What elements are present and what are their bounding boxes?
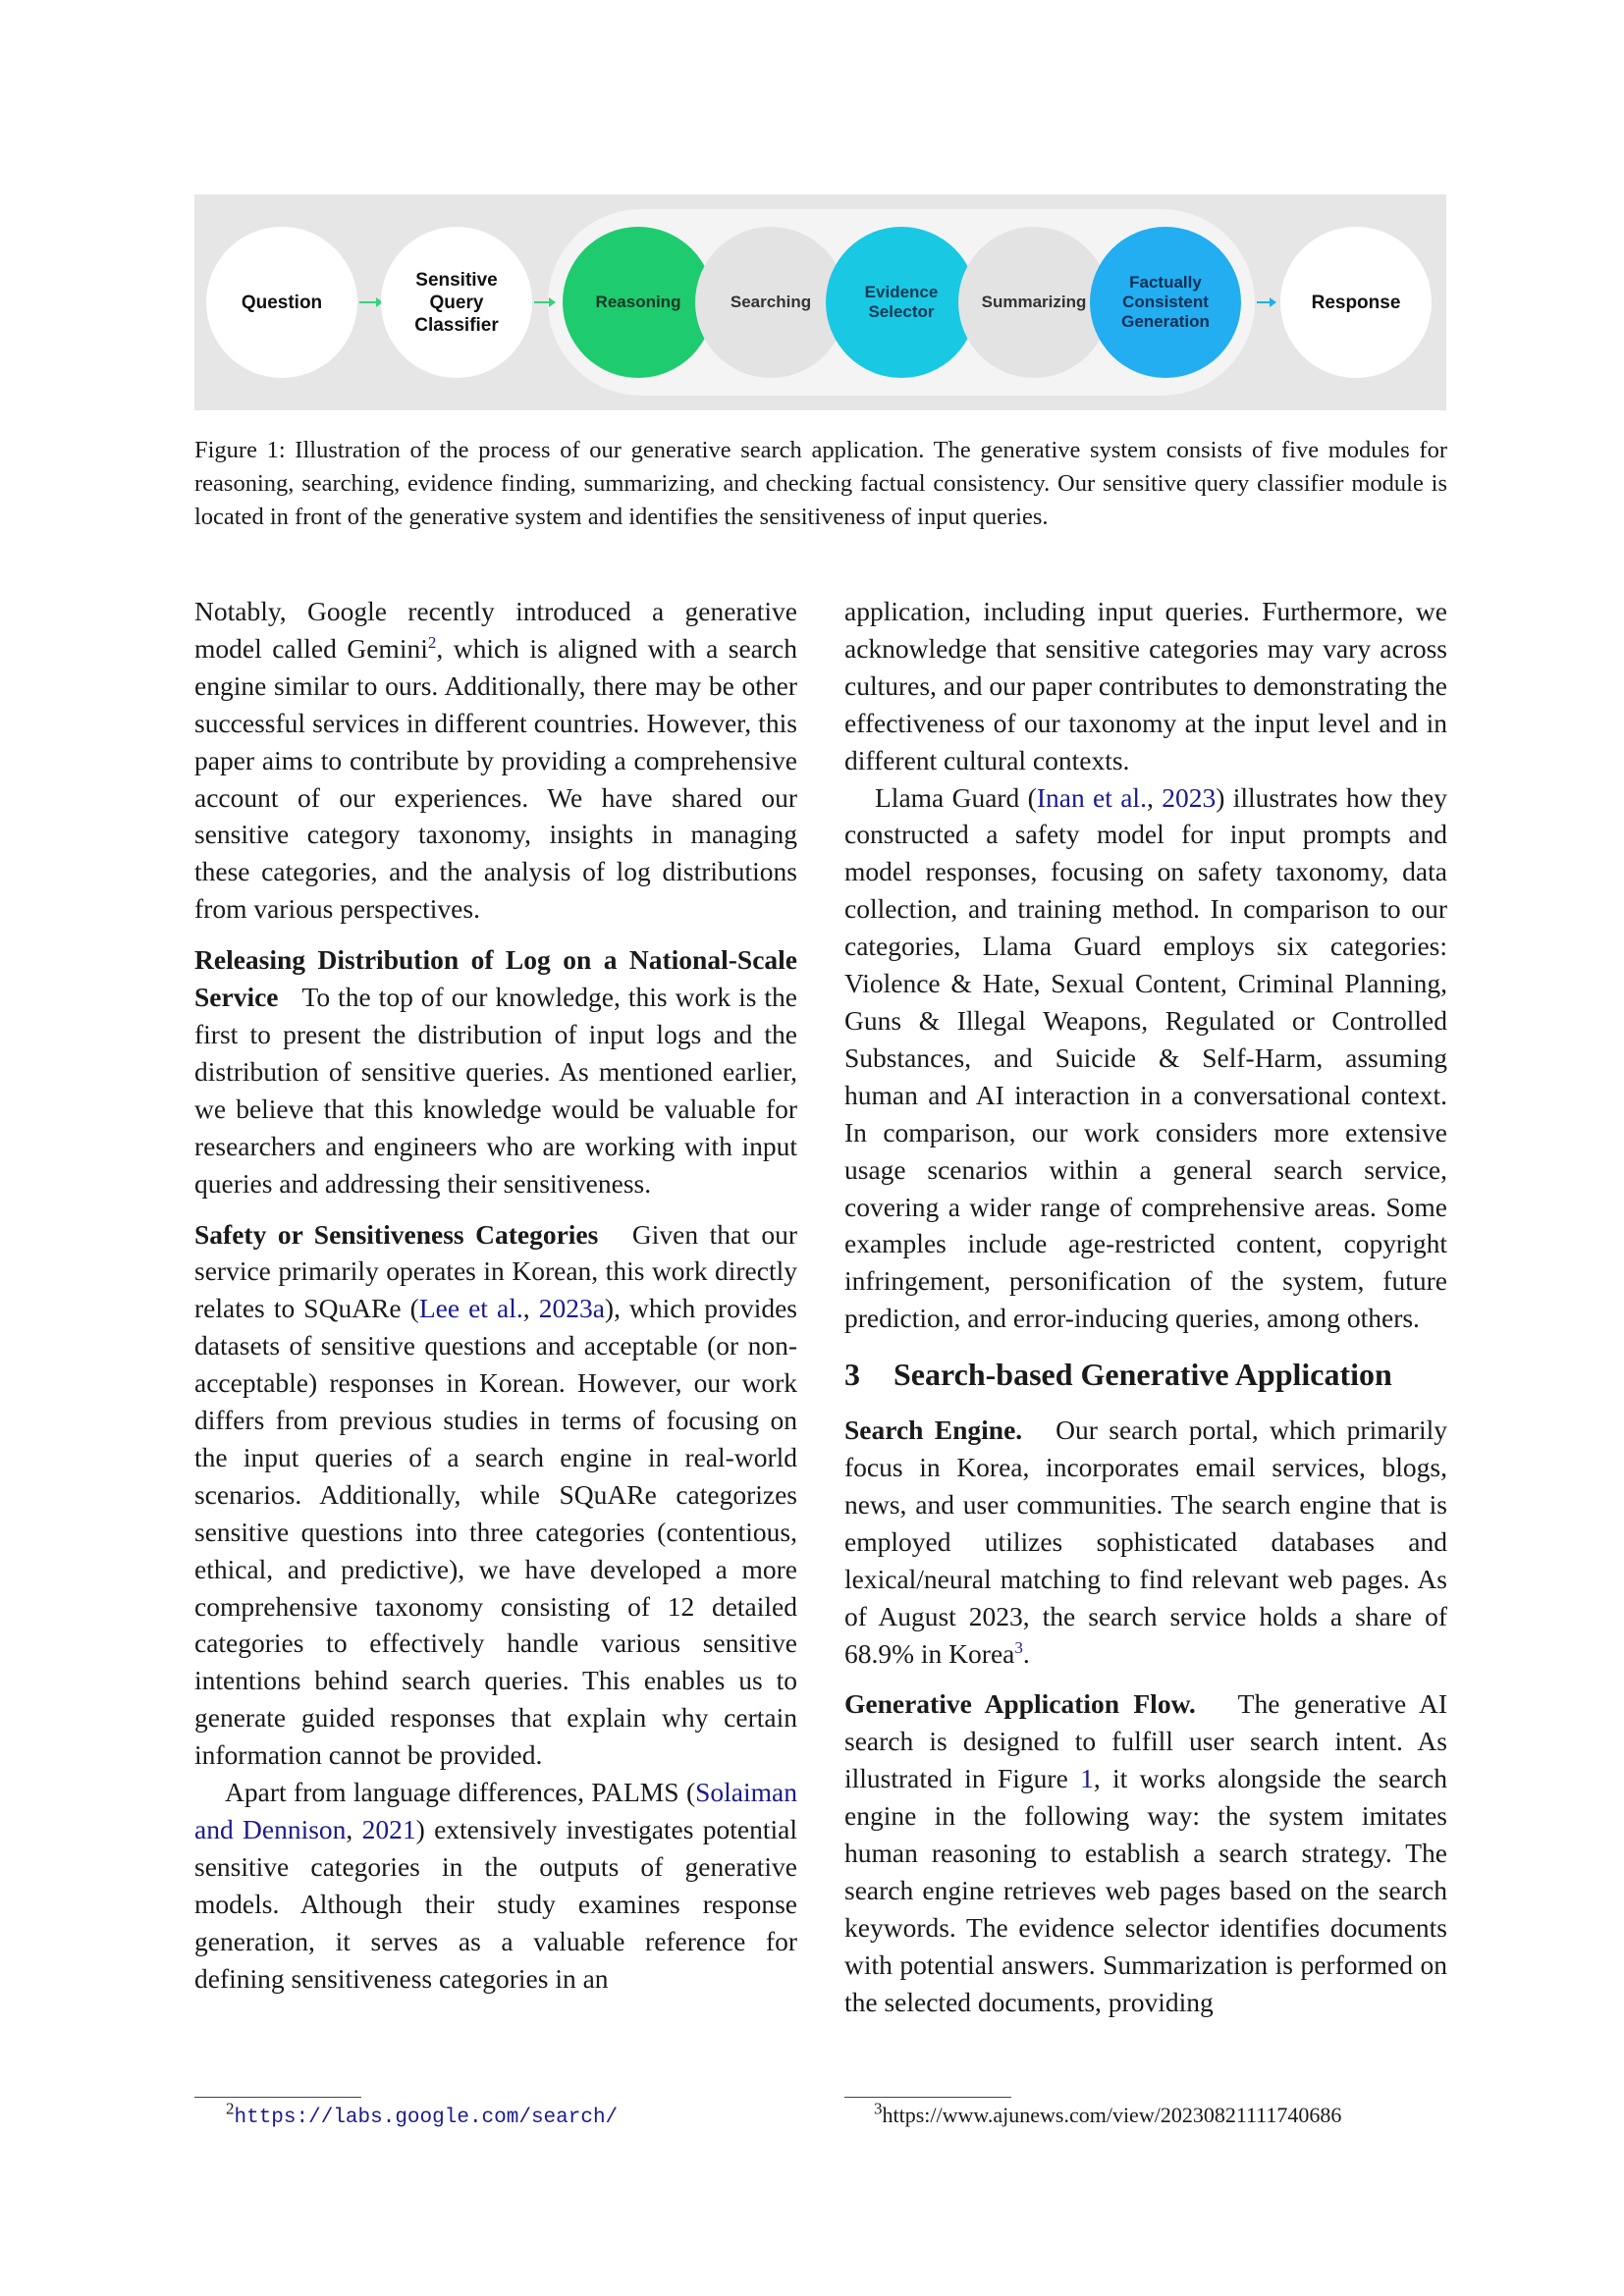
- node-response: Response: [1280, 227, 1432, 378]
- node-summarizing: Summarizing: [958, 227, 1110, 378]
- paragraph: Generative Application Flow. The generative AI search is designed to fulfill user search intent. As illustrated in Figure 1, it works alongside the search engine in the following way: the system imitates human reasoning to establish a search strategy. The search engine retrieves web pages based on the search keywords. The evidence selector identifies documents with potential answers. Summarization is performed on the selected documents, providing: [844, 1688, 1447, 2017]
- paragraph-heading: Safety or Sensitiveness Categories: [194, 1218, 599, 1250]
- paragraph-heading: Generative Application Flow.: [844, 1688, 1196, 1720]
- node-evidence-selector: Evidence Selector: [826, 227, 977, 378]
- node-question: Question: [206, 227, 357, 378]
- arrow-right-icon: [1257, 301, 1274, 303]
- paragraph-heading: Releasing Distribution of Log on a National-Scale Service: [194, 944, 797, 1013]
- citation-link[interactable]: Solaiman and Dennison: [194, 1777, 797, 1844]
- paragraph: Search Engine. Our search portal, which primarily focus in Korea, incorporates email services, blogs, news, and user communities. The search engine that is employed utilizes sophisticated databases and lexical/neural matching to find relevant web pages. As of August 2023, the search service holds a share of 68.9% in Korea$^3$.: [844, 1415, 1447, 1669]
- arrow-right-icon: [359, 301, 381, 303]
- node-sensitive-query-classifier: Sensitive Query Classifier: [381, 227, 532, 378]
- paragraph: Safety or Sensitiveness Categories Given that our service primarily operates in Korean, this work directly relates to SQuARe (Lee et al., 2023a), which provides datasets of sensitive questions and acceptable (or non-acceptable) responses in Korean. However, our work differs from previous studies in terms of focusing on the input queries of a search engine in real-world scenarios. Additionally, while SQuARe categorizes sensitive questions into three categories (contentious, ethical, and predictive), we have developed a more comprehensive taxonomy consisting of 12 detailed categories to effectively handle various sensitive intentions behind search queries. This enables us to generate guided responses that explain why certain information cannot be provided.: [194, 1218, 798, 1771]
- footnote-url-link[interactable]: https://labs.google.com/search/: [234, 2107, 619, 2129]
- right-column: [844, 593, 1447, 2021]
- node-searching: Searching: [695, 227, 846, 378]
- paragraph: Releasing Distribution of Log on a National-Scale Service To the top of our knowledge, this work is the first to present the distribution of input logs and the distribution of sensitive queries. As mentioned earlier, we believe that this knowledge would be valuable for researchers and engineers who are working with input queries and addressing their sensitiveness.: [194, 944, 798, 1199]
- footnote: $^3$https://www.ajunews.com/view/20230821111740686: [874, 2099, 1342, 2127]
- footnote-marker[interactable]: 2: [427, 632, 437, 652]
- paragraph-heading: Search Engine.: [844, 1415, 1023, 1446]
- citation-link[interactable]: 2023: [1162, 781, 1217, 813]
- arrow-right-icon: [534, 301, 554, 303]
- citation-link[interactable]: 2021: [361, 1814, 416, 1844]
- citation-link[interactable]: 2023a: [538, 1293, 605, 1324]
- node-reasoning: Reasoning: [563, 227, 714, 378]
- left-column: [194, 593, 797, 1998]
- figure-caption: Figure 1: Illustration of the process of our generative search application. The generative system consists of five modules for reasoning, searching, evidence finding, summarizing, and checking factual consistency. Our sensitive query classifier module is located in front of the generative system and identifies the sensitiveness of input queries.: [194, 437, 1447, 530]
- footnote-rule: [844, 2097, 1011, 2098]
- footnote-rule: [194, 2097, 361, 2098]
- section-heading: 3 Search-based Generative Application: [844, 1357, 1392, 1393]
- footnote-url: https://www.ajunews.com/view/20230821111740686: [882, 2103, 1342, 2127]
- figure-ref-link[interactable]: 1: [1080, 1763, 1094, 1794]
- paragraph: Apart from language differences, PALMS (Solaiman and Dennison, 2021) extensively investigates potential sensitive categories in the outputs of generative models. Although their study examines response generation, it serves as a valuable reference for defining sensitiveness categories in an: [194, 1777, 797, 1994]
- paragraph: application, including input queries. Furthermore, we acknowledge that sensitive categories may vary across cultures, and our paper contributes to demonstrating the effectiveness of our taxonomy at the input level and in different cultural contexts.: [844, 596, 1447, 775]
- paragraph: Llama Guard (Inan et al., 2023) illustrates how they constructed a safety model for input prompts and model responses, focusing on safety taxonomy, data collection, and training method. In comparison to our categories, Llama Guard employs six categories: Violence & Hate, Sexual Content, Criminal Planning, Guns & Illegal Weapons, Regulated or Controlled Substances, and Suicide & Self-Harm, assuming human and AI interaction in a conversational context. In comparison, our work considers more extensive usage scenarios within a general search service, covering a wider range of comprehensive areas. Some examples include age-restricted content, copyright infringement, personification of the system, future prediction, and error-inducing queries, among others.: [844, 781, 1448, 1334]
- node-factually-consistent-generation: Factually Consistent Generation: [1090, 227, 1241, 378]
- footnote: $^2$https://labs.google.com/search/: [226, 2099, 619, 2129]
- citation-link[interactable]: Lee et al.: [418, 1293, 523, 1324]
- process-figure: [194, 194, 1446, 410]
- footnote-marker[interactable]: 3: [1014, 1637, 1023, 1657]
- citation-link[interactable]: Inan et al.: [1036, 781, 1147, 813]
- paragraph: Notably, Google recently introduced a generative model called Gemini$^2$, which is aligned with a search engine similar to ours. Additionally, there may be other successful services in different countries. However, this paper aims to contribute by providing a comprehensive account of our experiences. We have shared our sensitive category taxonomy, insights in managing these categories, and the analysis of log distributions from various perspectives.: [194, 596, 797, 925]
